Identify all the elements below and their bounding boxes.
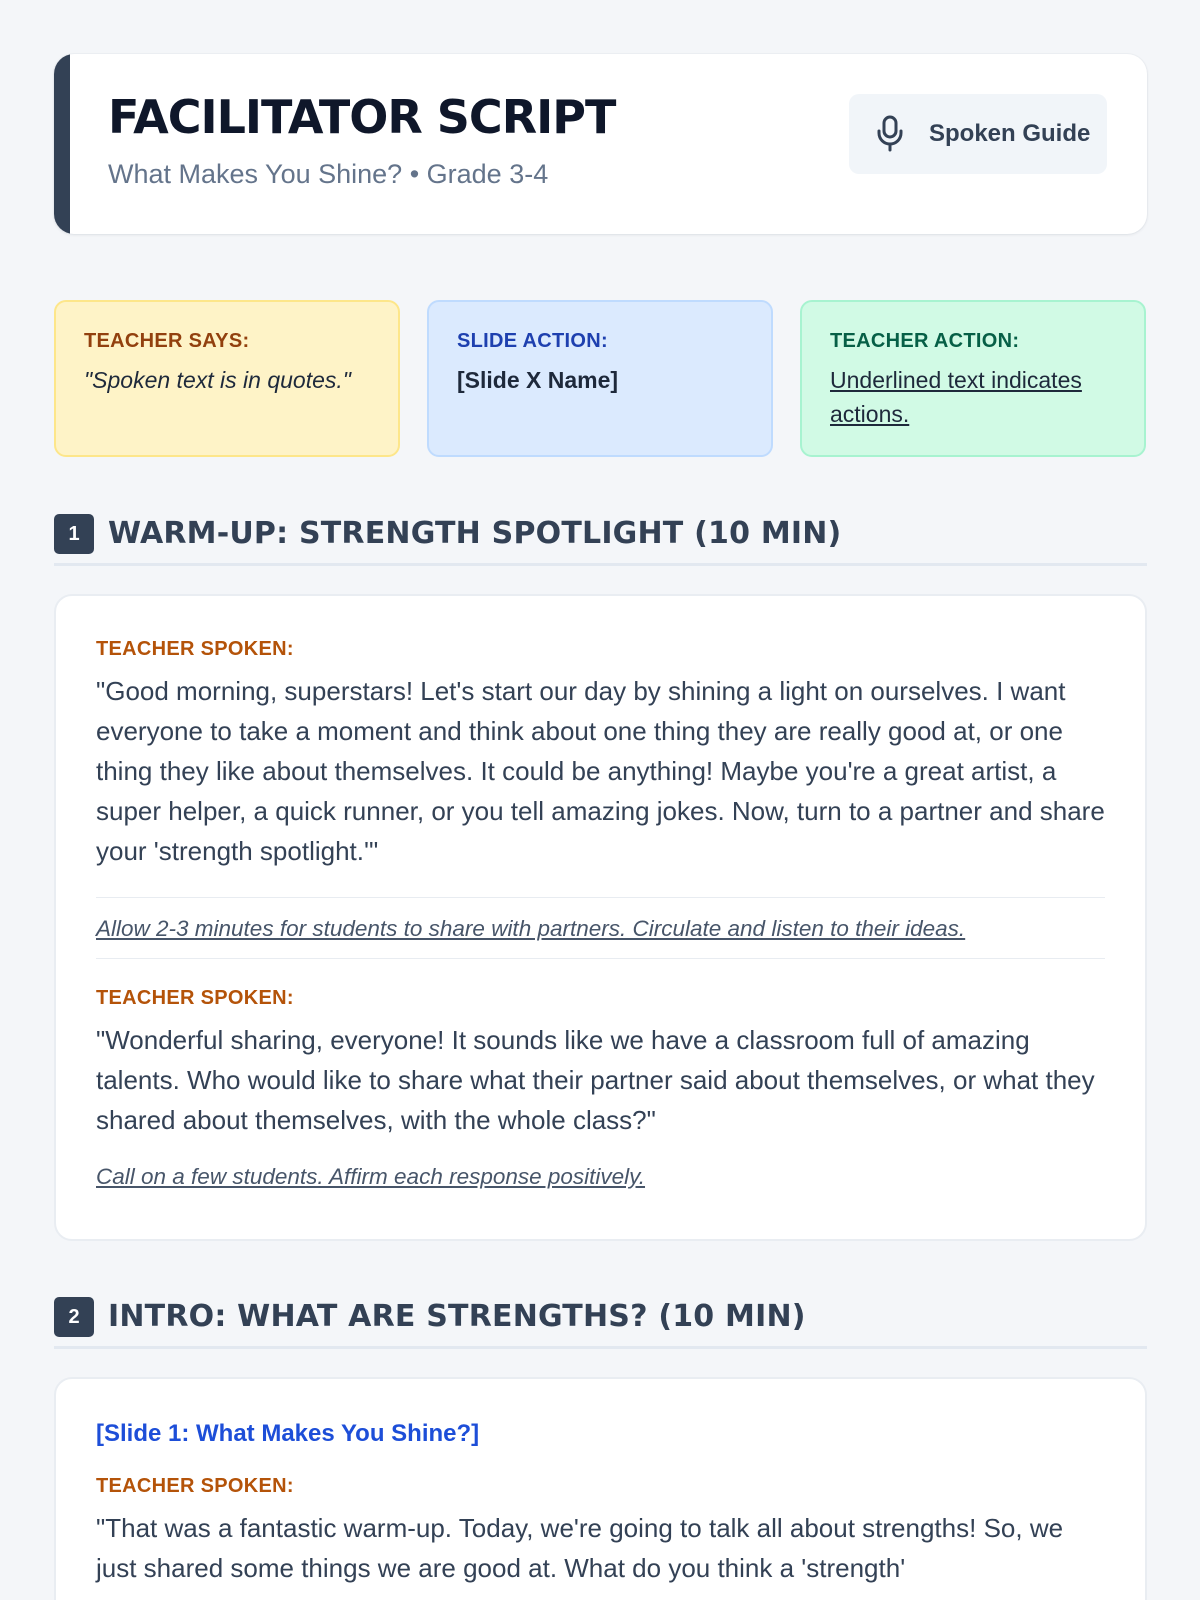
legend-label: SLIDE ACTION:: [457, 330, 608, 352]
legend-slide-action: [427, 300, 773, 457]
teacher-spoken-label: TEACHER SPOKEN:: [96, 1475, 294, 1497]
legend-description: "Spoken text is in quotes.": [84, 367, 351, 393]
legend-description: Underlined text indicates actions.: [830, 367, 1082, 427]
section-header-1: [54, 514, 1147, 566]
section-number-badge: 1: [54, 514, 94, 554]
teacher-spoken-label: TEACHER SPOKEN:: [96, 638, 294, 660]
teacher-spoken-label: TEACHER SPOKEN:: [96, 987, 294, 1009]
legend-description: [Slide X Name]: [457, 367, 619, 393]
teacher-action-text: Allow 2-3 minutes for students to share with partners. Circulate and listen to their ideas.: [96, 916, 966, 941]
legend-teacher-action: [800, 300, 1146, 457]
section-header-2: [54, 1297, 1147, 1349]
spoken-guide-label: Spoken Guide: [929, 120, 1091, 147]
script-card-1: [54, 594, 1147, 1241]
section-number-badge: 2: [54, 1297, 94, 1337]
microphone-icon: [873, 114, 907, 154]
legend-label: TEACHER ACTION:: [830, 330, 1020, 352]
slide-reference: [Slide 1: What Makes You Shine?]: [96, 1420, 480, 1447]
spoken-guide-button[interactable]: [849, 94, 1107, 174]
header-accent-bar: [54, 54, 70, 234]
header-card: [54, 54, 1147, 234]
teacher-spoken-text: "Good morning, superstars! Let's start our day by shining a light on ourselves. I want everyone to take a moment and think about one thing they are really good at, or one thing they like about themselves. It could be anything! Maybe you're a great artist, a super helper, a quick runner, or you tell amazing jokes. Now, turn to a partner and share your 'strength spotlight.'": [96, 676, 1105, 866]
page-title: FACILITATOR SCRIPT: [108, 90, 616, 144]
teacher-spoken-text: "That was a fantastic warm-up. Today, we're going to talk all about strengths! So, we just shared some things we are good at. What do you think a 'strength': [96, 1513, 1064, 1583]
teacher-action-text: Call on a few students. Affirm each response positively.: [96, 1164, 646, 1189]
script-card-2: [54, 1377, 1147, 1600]
section-title: WARM-UP: STRENGTH SPOTLIGHT (10 MIN): [108, 516, 842, 551]
section-title: INTRO: WHAT ARE STRENGTHS? (10 MIN): [108, 1299, 806, 1334]
legend-label: TEACHER SAYS:: [84, 330, 250, 352]
page-subtitle: What Makes You Shine? • Grade 3-4: [108, 159, 549, 189]
teacher-spoken-text: "Wonderful sharing, everyone! It sounds like we have a classroom full of amazing talents. Who would like to share what their partner said about themselves, or what they shared about themselves, with the whole class?": [96, 1025, 1095, 1135]
legend-teacher-says: [54, 300, 400, 457]
